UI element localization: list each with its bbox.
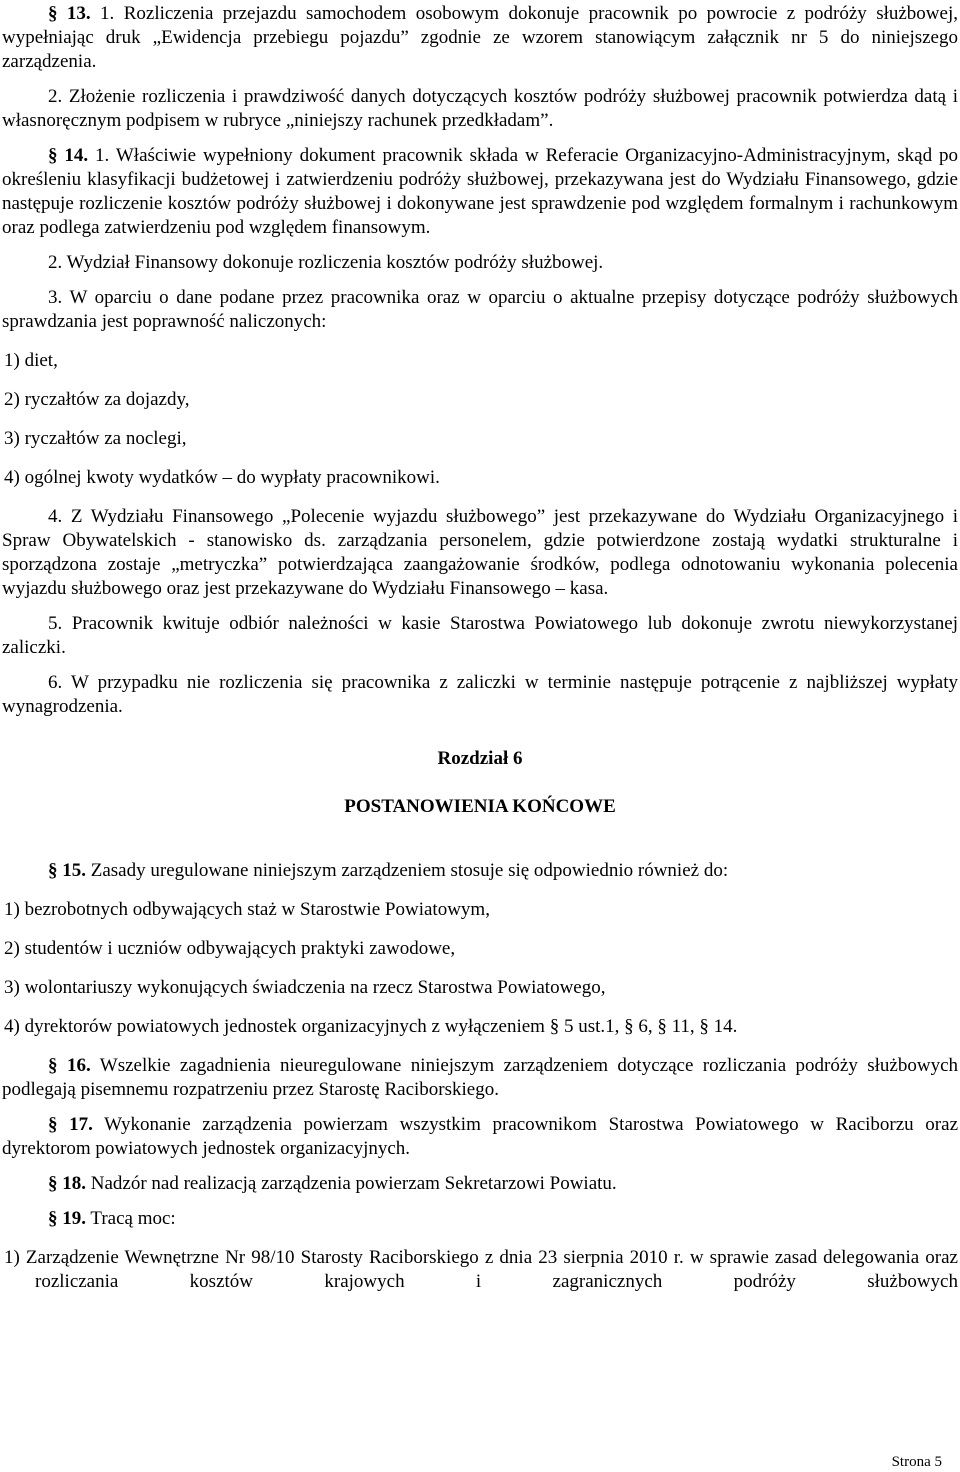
page-number: Strona 5 xyxy=(891,1454,942,1470)
paragraph-18: § 18. Nadzór nad realizacją zarządzenia powierzam Sekretarzowi Powiatu. xyxy=(48,1173,617,1194)
paragraph-14-3: 3. W oparciu o dane podane przez pracownika oraz w oparciu o aktualne przepisy dotyczące podróży służbowych sprawdzania jest poprawność naliczonych: xyxy=(2,287,958,332)
list-item: 4) ogólnej kwoty wydatków – do wypłaty pracownikowi. xyxy=(4,467,440,488)
paragraph-14-5: 5. Pracownik kwituje odbiór należności w kasie Starostwa Powiatowego lub dokonuje zwrotu niewykorzystanej zaliczki. xyxy=(2,613,958,658)
section-sign-18: § 18. xyxy=(48,1173,86,1194)
section-sign-13: § 13. xyxy=(48,3,91,24)
paragraph-14-6: 6. W przypadku nie rozliczenia się pracownika z zaliczki w terminie następuje potrącenie z najbliższej wypłaty wynagrodzenia. xyxy=(2,672,958,717)
chapter-subtitle: POSTANOWIENIA KOŃCOWE xyxy=(344,796,616,817)
list-item: 1) bezrobotnych odbywających staż w Starostwie Powiatowym, xyxy=(4,899,490,920)
list-item: 2) ryczałtów za dojazdy, xyxy=(4,389,190,410)
paragraph-15: § 15. Zasady uregulowane niniejszym zarządzeniem stosuje się odpowiednio również do: xyxy=(48,860,729,881)
paragraph-13-1: § 13. 1. Rozliczenia przejazdu samochodem osobowym dokonuje pracownik po powrocie z podróży służbowej, wypełniając druk „Ewidencja przebiegu pojazdu” zgodnie ze wzorem stanowiącym załącznik nr 5 do niniejszego zarządzenia. xyxy=(2,3,958,72)
section-sign-15: § 15. xyxy=(48,860,86,881)
paragraph-14-2: 2. Wydział Finansowy dokonuje rozliczenia kosztów podróży służbowej. xyxy=(48,252,604,273)
list-item: 3) ryczałtów za noclegi, xyxy=(4,428,187,449)
list-item: 3) wolontariuszy wykonujących świadczenia na rzecz Starostwa Powiatowego, xyxy=(4,977,606,998)
section-sign-17: § 17. xyxy=(48,1114,93,1135)
paragraph-14-1: § 14. 1. Właściwie wypełniony dokument pracownik składa w Referacie Organizacyjno-Administracyjnym, skąd po określeniu klasyfikacji budżetowej i zatwierdzeniu podróży służbowej, przekazywana jest do Wydziału Finansowego, gdzie następuje rozliczenie kosztów podróży służbowej i dokonywane jest sprawdzenie pod względem formalnym i rachunkowym oraz podlega zatwierdzeniu pod względem finansowym. xyxy=(2,145,958,238)
paragraph-13-2: 2. Złożenie rozliczenia i prawdziwość danych dotyczących kosztów podróży służbowej pracownik potwierdza datą i własnoręcznym podpisem w rubryce „niniejszy rachunek przedkładam”. xyxy=(2,86,958,131)
section-sign-14: § 14. xyxy=(48,145,89,166)
list-item: 2) studentów i uczniów odbywających praktyki zawodowe, xyxy=(4,938,456,959)
section-sign-19: § 19. xyxy=(48,1208,86,1229)
list-item: 4) dyrektorów powiatowych jednostek organizacyjnych z wyłączeniem § 5 ust.1, § 6, § 11, § 14. xyxy=(4,1016,738,1037)
section-sign-16: § 16. xyxy=(48,1055,91,1076)
paragraph-16: § 16. Wszelkie zagadnienia nieuregulowane niniejszym zarządzeniem dotyczące rozliczania podróży służbowych podlegają pisemnemu rozpatrzeniu przez Starostę Raciborskiego. xyxy=(2,1055,959,1100)
paragraph-19: § 19. Tracą moc: xyxy=(48,1208,176,1229)
list-item: 1) diet, xyxy=(4,350,58,371)
paragraph-17: § 17. Wykonanie zarządzenia powierzam wszystkim pracownikom Starostwa Powiatowego w Raciborzu oraz dyrektorom powiatowych jednostek organizacyjnych. xyxy=(2,1114,959,1159)
chapter-title: Rozdział 6 xyxy=(437,748,523,769)
list-item: 1) Zarządzenie Wewnętrzne Nr 98/10 Starosty Raciborskiego z dnia 23 sierpnia 2010 r. w sprawie zasad delegowania oraz rozliczania kosztów krajowych i zagranicznych podróży służbowych xyxy=(4,1247,958,1292)
paragraph-14-4: 4. Z Wydziału Finansowego „Polecenie wyjazdu służbowego” jest przekazywane do Wydziału Organizacyjnego i Spraw Obywatelskich - stanowisko ds. zarządzania personelem, gdzie potwierdzone zostają wydatki strukturalne i sporządzona zostaje „metryczka” potwierdzająca zaangażowanie środków, podlega odnotowaniu wykonania polecenia wyjazdu służbowego oraz jest przekazywane do Wydziału Finansowego – kasa. xyxy=(2,506,958,599)
